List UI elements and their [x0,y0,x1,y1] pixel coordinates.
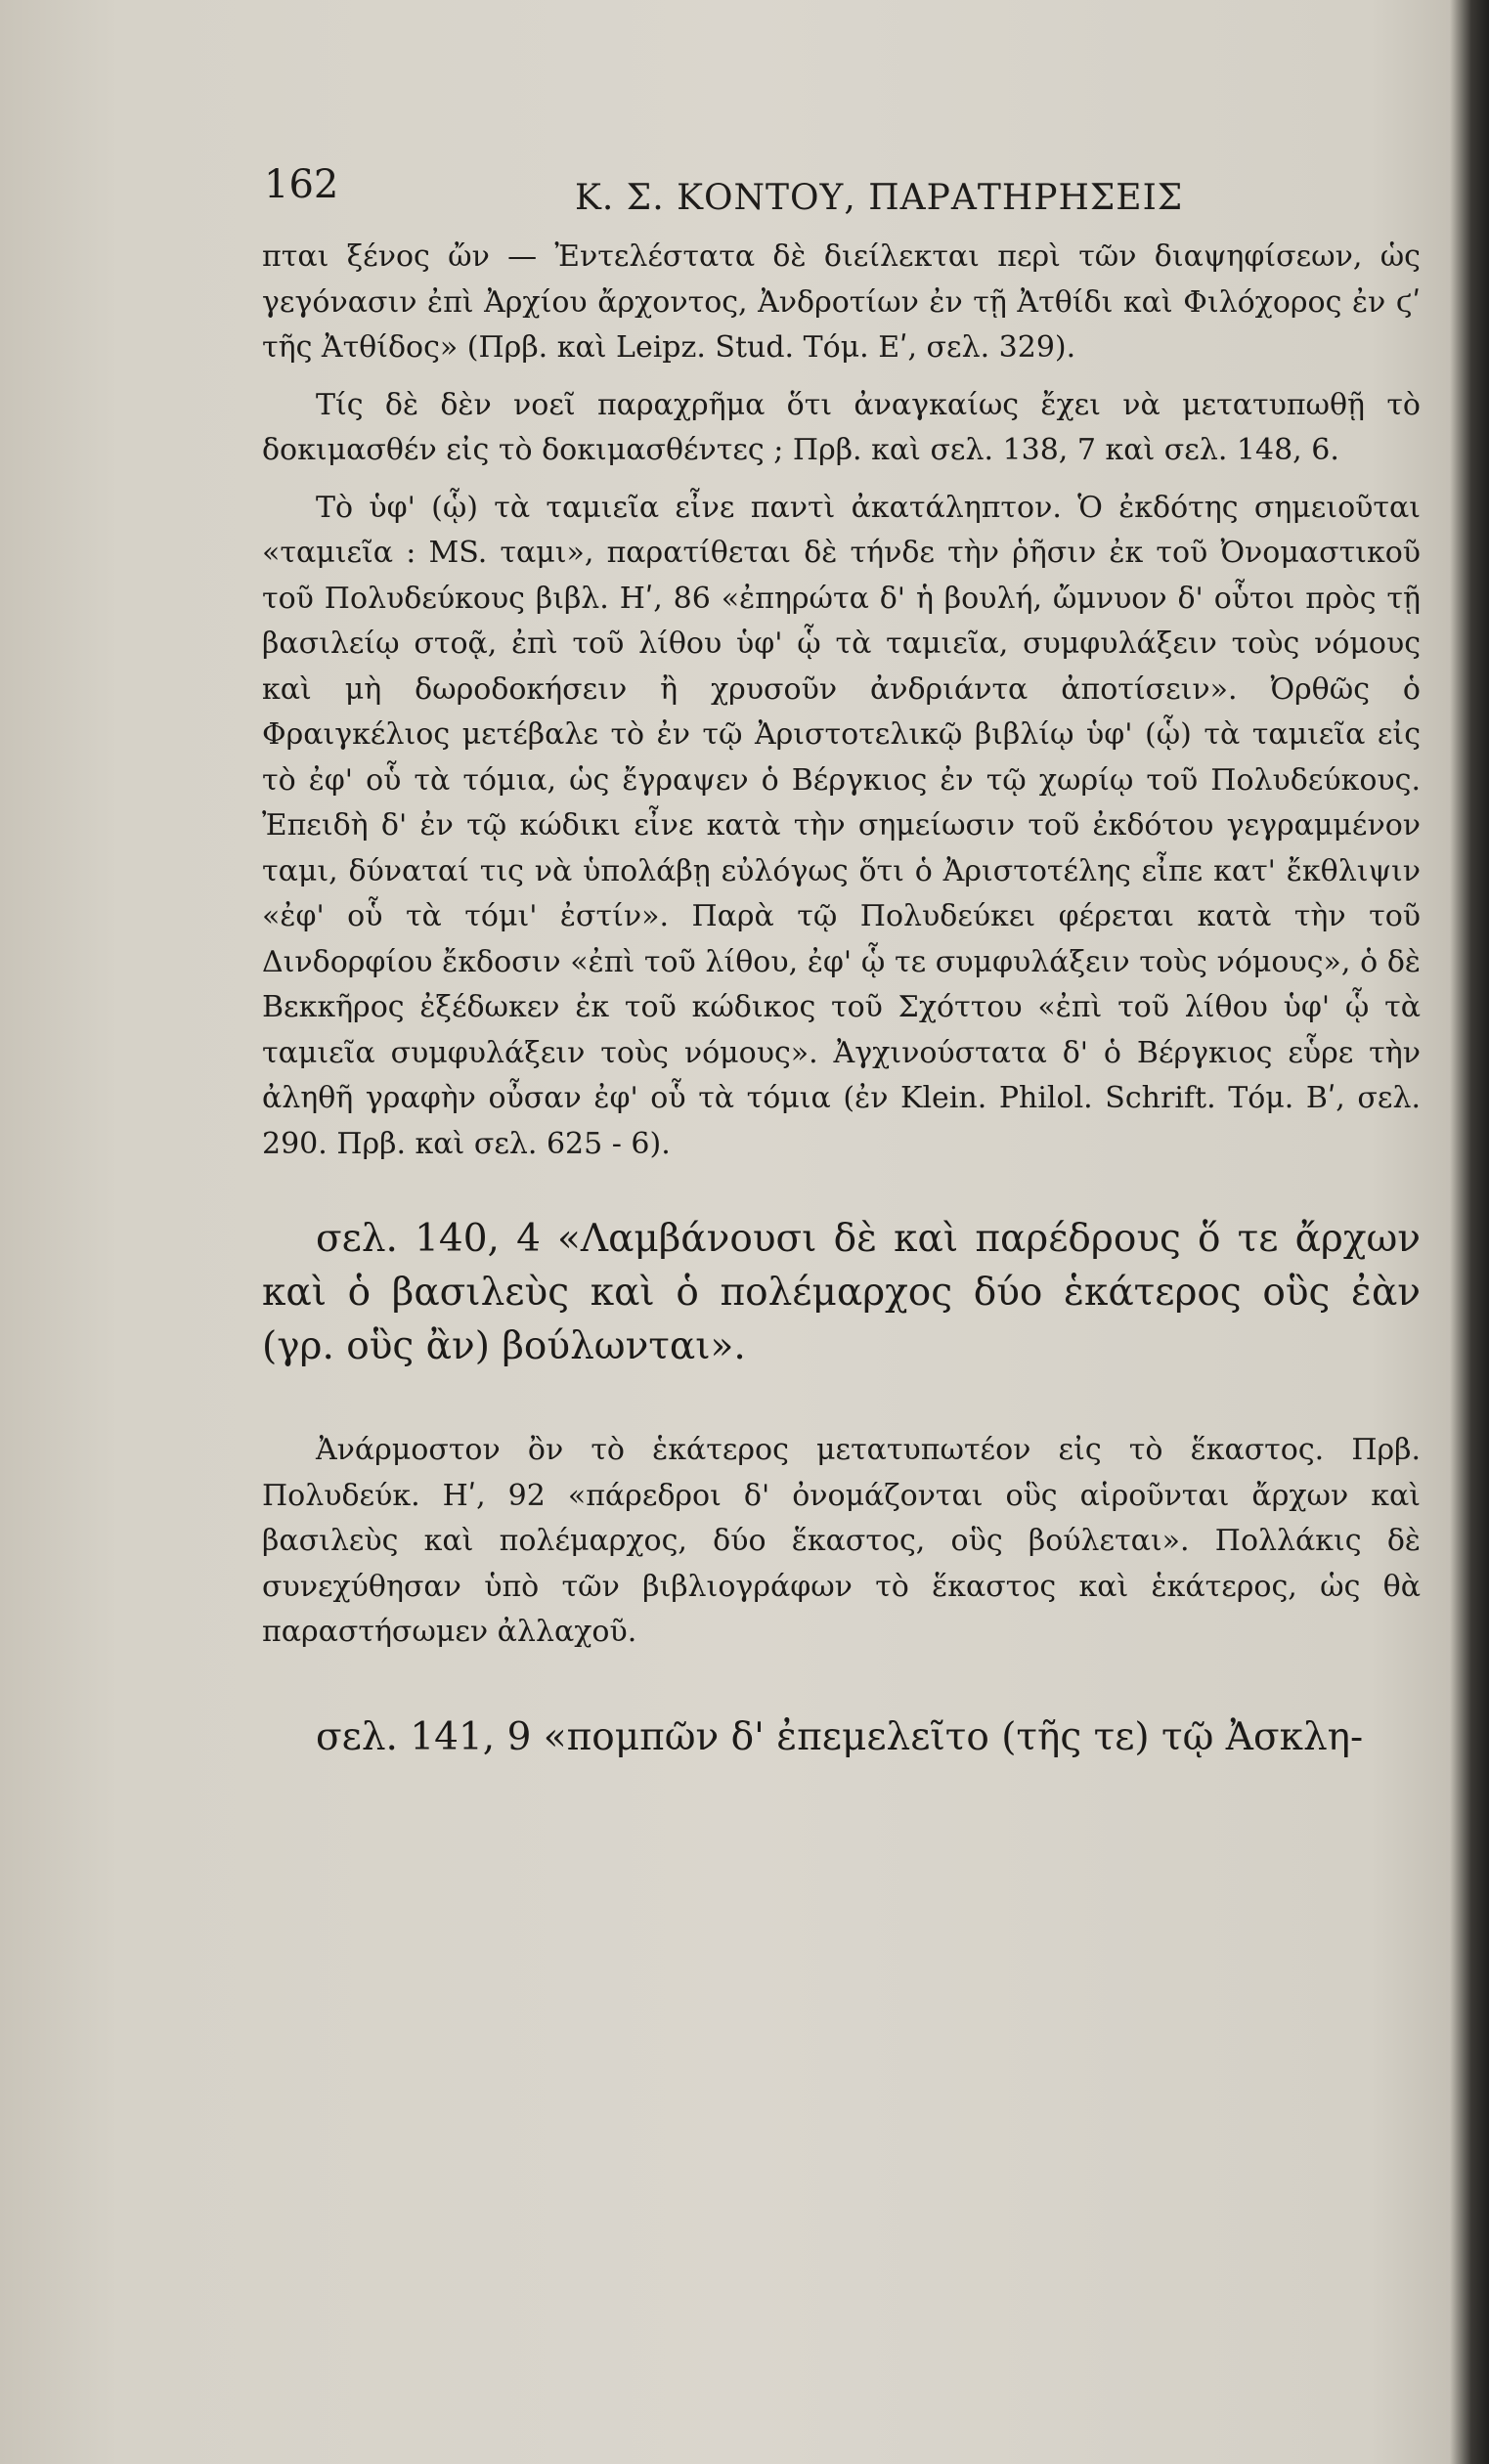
running-head: Κ. Σ. ΚΟΝΤΟΥ, ΠΑΡΑΤΗΡΗΣΕΙΣ [575,178,1184,218]
paragraph-note: Τίς δὲ δὲν νοεῖ παραχρῆμα ὅτι ἀναγκαίως ἔχει νὰ μετατυπωθῇ τὸ δοκιμασθέν εἰς τὸ δοκιμασθέντες ; Πρβ. καὶ σελ. 138, 7 καὶ σελ. 148, 6. [262,387,1421,467]
paragraph-quotation: σελ. 141, 9 «πομπῶν δ' ἐπεμελεῖτο (τῆς τε) τῷ Ἀσκλη- [316,1714,1364,1759]
page-number: 162 [264,162,339,207]
paragraph-continuation: πται ξένος ὤν — Ἐντελέστατα δὲ διείλεκται περὶ τῶν διαψηφίσεων, ὡς γεγόνασιν ἐπὶ Ἀρχίου ἄρχοντος, Ἀνδροτίων ἐν τῇ Ἀτθίδι καὶ Φιλόχορος ἐν ϛʹ τῆς Ἀτθίδος» (Πρβ. καὶ Leipz. Stud. Τόμ. Εʹ, σελ. 329). [262,239,1421,365]
paragraph-note: Ἀνάρμοστον ὂν τὸ ἑκάτερος μετατυπωτέον εἰς τὸ ἕκαστος. Πρβ. Πολυδεύκ. Ηʹ, 92 «πάρεδροι δ' ὀνομάζονται οὓς αἱροῦνται ἄρχων καὶ βασιλεὺς καὶ πολέμαρχος, δύο ἕκαστος, οὓς βούλεται». Πολλάκις δὲ συνεχύθησαν ὑπὸ τῶν βιβλιογράφων τὸ ἕκαστος καὶ ἑκάτερος, ὡς θὰ παραστήσωμεν ἀλλαχοῦ. [262,1433,1421,1649]
page-header [264,156,1418,225]
paragraph-note: Τὸ ὑφ' (ᾧ) τὰ ταμιεῖα εἶνε παντὶ ἀκατάληπτον. Ὁ ἐκδότης σημειοῦται «ταμιεῖα : MS. ταμι», παρατίθεται δὲ τήνδε τὴν ῥῆσιν ἐκ τοῦ Ὀνομαστικοῦ τοῦ Πολυδεύκους βιβλ. Ηʹ, 86 «ἐπηρώτα δ' ἡ βουλή, ὤμνυον δ' οὗτοι πρὸς τῇ βασιλείῳ στοᾷ, ἐπὶ τοῦ λίθου ὑφ' ᾧ τὰ ταμιεῖα, συμφυλάξειν τοὺς νόμους καὶ μὴ δωροδοκήσειν ἢ χρυσοῦν ἀνδριάντα ἀποτίσειν». Ὀρθῶς ὁ Φραιγκέλιος μετέβαλε τὸ ἐν τῷ Ἀριστοτελικῷ βιβλίῳ ὑφ' (ᾧ) τὰ ταμιεῖα εἰς τὸ ἐφ' οὗ τὰ τόμια, ὡς ἔγραψεν ὁ Βέργκιος ἐν τῷ χωρίῳ τοῦ Πολυδεύκους. Ἐπειδὴ δ' ἐν τῷ κώδικι εἶνε κατὰ τὴν σημείωσιν τοῦ ἐκδότου γεγραμμένον ταμι, δύναταί τις νὰ ὑπολάβῃ εὐλόγως ὅτι ὁ Ἀριστοτέλης εἶπε κατ' ἔκθλιψιν «ἐφ' οὗ τὰ τόμι' ἐστίν». Παρὰ τῷ Πολυδεύκει φέρεται κατὰ τὴν τοῦ Δινδορφίου ἔκδοσιν «ἐπὶ τοῦ λίθου, ἐφ' ᾧ τε συμφυλάξειν τοὺς νόμους», ὁ δὲ Βεκκῆρος ἐξέδωκεν ἐκ τοῦ κώδικος τοῦ Σχόττου «ἐπὶ τοῦ λίθου ὑφ' ᾧ τὰ ταμιεῖα συμφυλάξειν τοὺς νόμους». Ἀγχινούστατα δ' ὁ Βέργκιος εὗρε τὴν ἀληθῆ γραφὴν οὖσαν ἐφ' οὗ τὰ τόμια (ἐν Klein. Philol. Schrift. Τόμ. Βʹ, σελ. 290. Πρβ. καὶ σελ. 625 - 6). [262,490,1421,1161]
page-body [262,235,1421,1764]
page-edge-shadow [1450,0,1489,2464]
paragraph-quotation: σελ. 140, 4 «Λαμβάνουσι δὲ καὶ παρέδρους ὅ τε ἄρχων καὶ ὁ βασιλεὺς καὶ ὁ πολέμαρχος δύο ἑκάτερος οὓς ἐὰν (γρ. οὓς ἂν) βούλωνται». [262,1217,1421,1368]
